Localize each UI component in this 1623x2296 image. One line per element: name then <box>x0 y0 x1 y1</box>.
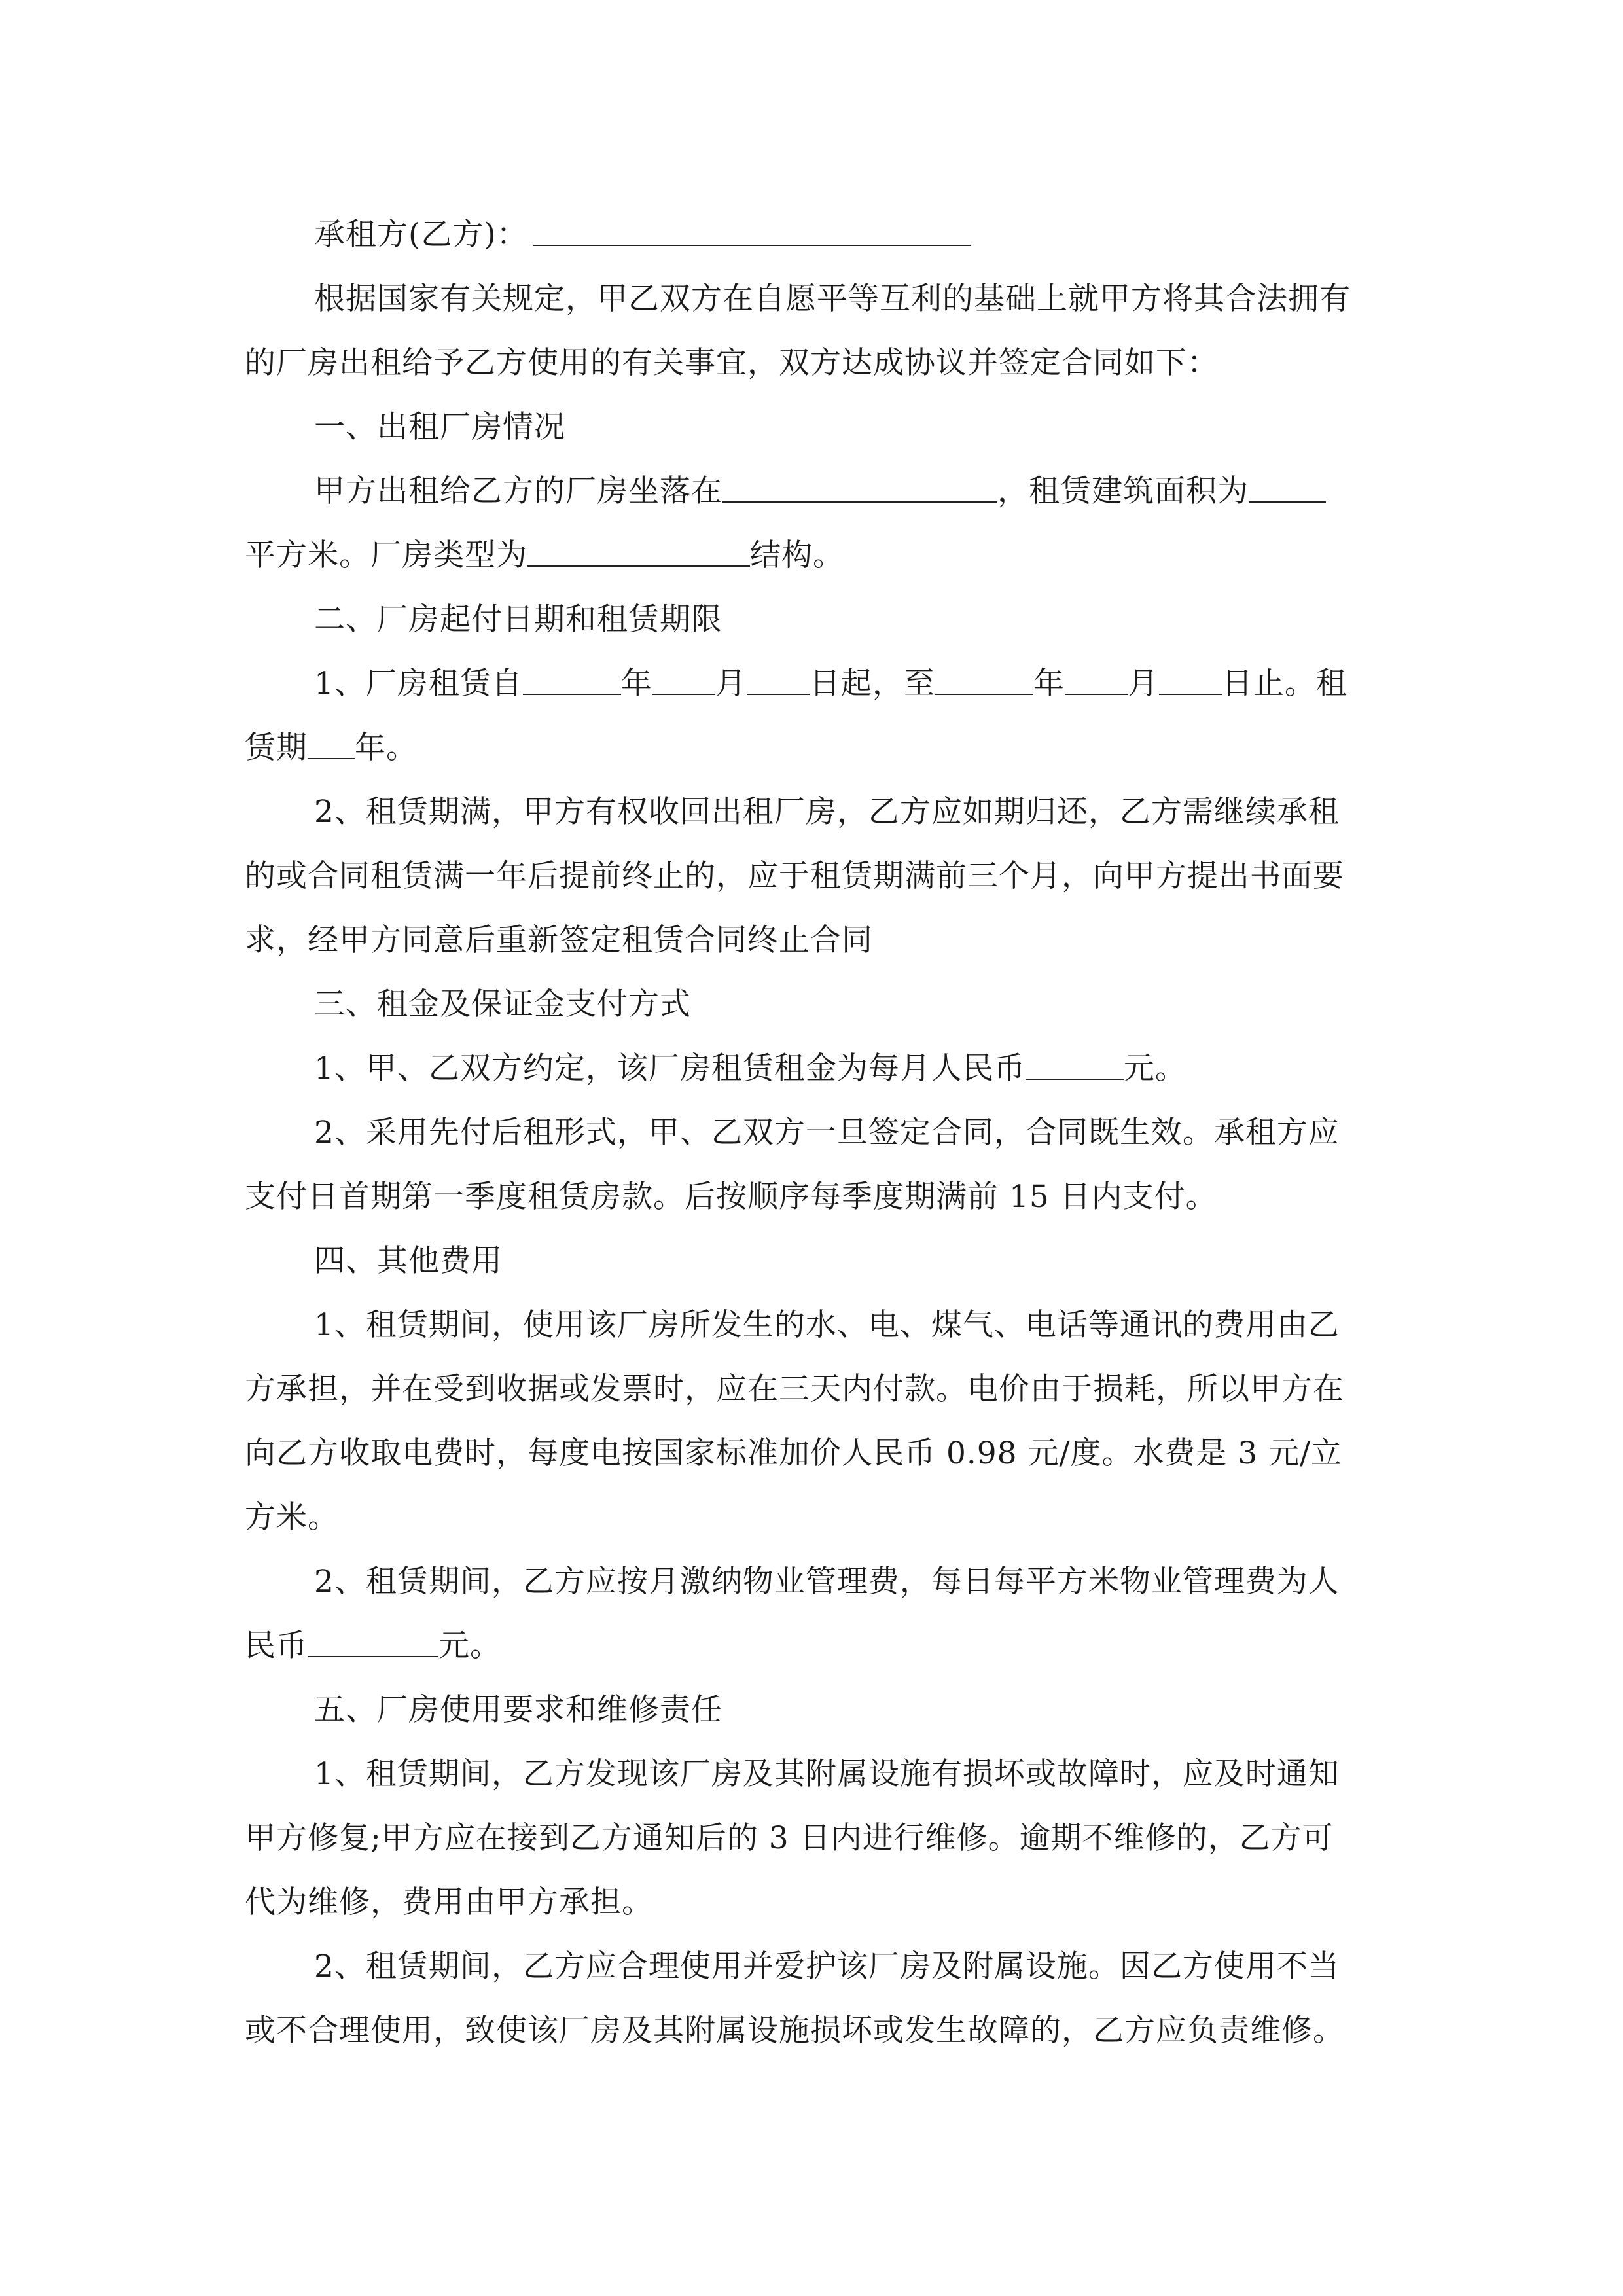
tenant-label: 承租方(乙方)： <box>314 217 528 253</box>
end-year-blank <box>935 665 1033 695</box>
section-5-title: 五、厂房使用要求和维修责任 <box>314 1692 722 1728</box>
section-4-title: 四、其他费用 <box>314 1243 503 1279</box>
s2-line-1 <box>245 652 1383 716</box>
s5-p2-line-1: 2、租赁期间，乙方应合理使用并爱护该厂房及附属设施。因乙方使用不当 <box>314 1948 1340 1984</box>
tenant-line <box>245 203 1383 267</box>
fee-blank <box>308 1627 438 1657</box>
s5-p2-line-2: 或不合理使用，致使该厂房及其附属设施损坏或发生故障的，乙方应负责维修。 <box>245 2013 1344 2049</box>
s1-text-c: 平方米。厂房类型为 <box>245 537 527 573</box>
s2-p2-line-2: 的或合同租赁满一年后提前终止的，应于租赁期满前三个月，向甲方提出书面要 <box>245 858 1344 894</box>
s2-line-2 <box>245 716 1383 780</box>
s4-p1-line-3: 向乙方收取电费时，每度电按国家标准加价人民币 0.98 元/度。水费是 3 元/立 <box>245 1435 1342 1471</box>
intro-line-2: 的厂房出租给予乙方使用的有关事宜，双方达成协议并签定合同如下： <box>245 345 1219 381</box>
s2-text-i: 年。 <box>355 730 418 766</box>
s3-text-b: 元。 <box>1123 1050 1186 1086</box>
s2-text-c: 月 <box>715 666 747 702</box>
s5-p1-line-1: 1、租赁期间，乙方发现该厂房及其附属设施有损坏或故障时，应及时通知 <box>314 1756 1340 1792</box>
s4-text-a: 民币 <box>245 1628 308 1664</box>
s5-p1-line-3: 代为维修，费用由甲方承担。 <box>245 1884 653 1920</box>
s2-p2-line-1: 2、租赁期满，甲方有权收回出租厂房，乙方应如期归还，乙方需继续承租 <box>314 794 1340 830</box>
s2-text-a: 1、厂房租赁自 <box>314 666 523 702</box>
s4-p1-line-4: 方米。 <box>245 1499 339 1535</box>
s2-text-b: 年 <box>620 666 652 702</box>
end-month-blank <box>1065 665 1128 695</box>
s4-p1-line-2: 方承担，并在受到收据或发票时，应在三天内付款。电价由于损耗，所以甲方在 <box>245 1371 1344 1407</box>
s4-p1-line-1: 1、租赁期间，使用该厂房所发生的水、电、煤气、电话等通讯的费用由乙 <box>314 1307 1340 1343</box>
rent-blank <box>1026 1050 1124 1080</box>
s2-text-f: 月 <box>1127 666 1159 702</box>
location-blank <box>722 473 997 503</box>
start-month-blank <box>652 665 715 695</box>
s2-text-d: 日起，至 <box>809 666 935 702</box>
start-day-blank <box>747 665 810 695</box>
s4-p2-line-2 <box>245 1614 1383 1678</box>
s3-p2-line-1: 2、采用先付后租形式，甲、乙双方一旦签定合同，合同既生效。承租方应 <box>314 1115 1340 1151</box>
s1-text-b: ，租赁建筑面积为 <box>997 473 1249 509</box>
section-2-title: 二、厂房起付日期和租赁期限 <box>314 601 722 637</box>
s4-text-b: 元。 <box>438 1628 501 1664</box>
tenant-blank <box>533 216 971 246</box>
s1-text-a: 甲方出租给乙方的厂房坐落在 <box>314 473 722 509</box>
s3-text-a: 1、甲、乙双方约定，该厂房租赁租金为每月人民币 <box>314 1050 1026 1086</box>
structure-blank <box>527 537 750 567</box>
start-year-blank <box>523 665 621 695</box>
s3-line-1 <box>245 1037 1383 1101</box>
s5-p1-line-2: 甲方修复;甲方应在接到乙方通知后的 3 日内进行维修。逾期不维修的，乙方可 <box>245 1820 1334 1856</box>
intro-line-1: 根据国家有关规定，甲乙双方在自愿平等互利的基础上就甲方将其合法拥有 <box>314 281 1351 317</box>
s4-p2-line-1: 2、租赁期间，乙方应按月激纳物业管理费，每日每平方米物业管理费为人 <box>314 1564 1340 1600</box>
section-3-title: 三、租金及保证金支付方式 <box>314 986 691 1022</box>
s1-line-2 <box>245 524 1383 588</box>
s2-p2-line-3: 求，经甲方同意后重新签定租赁合同终止合同 <box>245 922 873 958</box>
end-day-blank <box>1159 665 1222 695</box>
contract-page <box>245 203 1383 2063</box>
section-1-title: 一、出租厂房情况 <box>314 409 565 445</box>
s1-line-1 <box>245 459 1383 524</box>
s2-text-g: 日止。租 <box>1221 666 1347 702</box>
s2-text-e: 年 <box>1033 666 1065 702</box>
s2-text-h: 赁期 <box>245 730 308 766</box>
area-blank <box>1249 473 1326 503</box>
s1-text-d: 结构。 <box>750 537 844 573</box>
s3-p2-line-2: 支付日首期第一季度租赁房款。后按顺序每季度期满前 15 日内支付。 <box>245 1179 1217 1215</box>
term-years-blank <box>308 729 355 759</box>
